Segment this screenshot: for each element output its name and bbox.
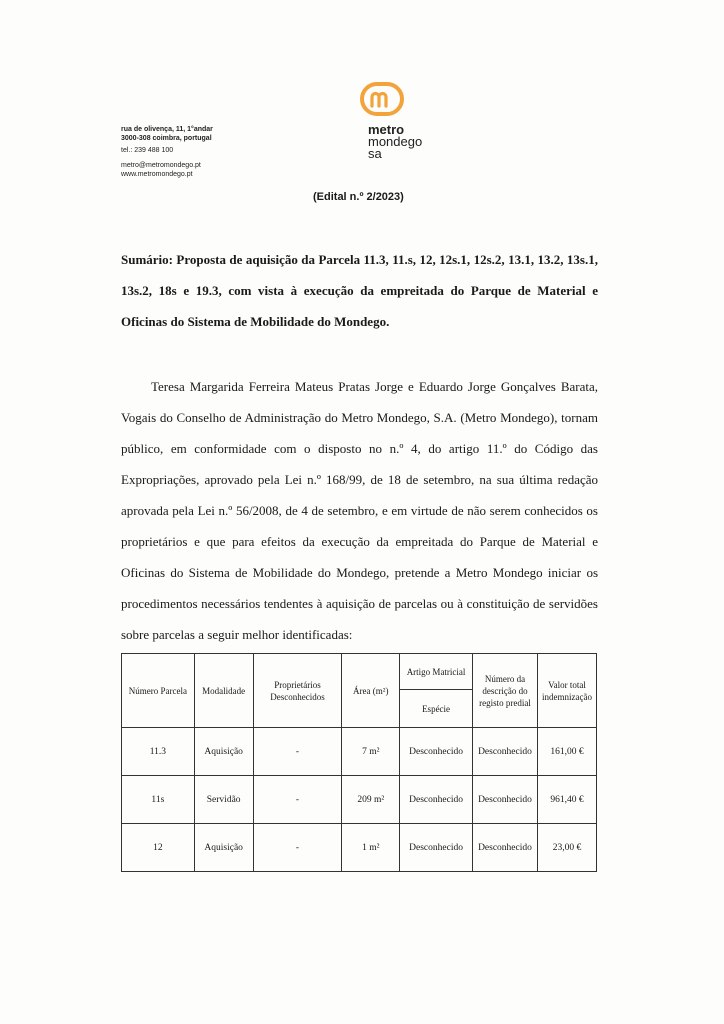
cell-area: 7 m² [342, 728, 400, 776]
logo-word-mondego: mondego [368, 134, 423, 149]
cell-area: 209 m² [342, 776, 400, 824]
cell-parcela: 12 [122, 824, 195, 872]
logo-word-sa: sa [368, 146, 382, 161]
cell-valor: 161,00 € [537, 728, 596, 776]
address-line-1: rua de olivença, 11, 1°andar [121, 126, 213, 133]
website-address: www.metromondego.pt [121, 171, 193, 178]
header-area: Área (m²) [342, 654, 400, 728]
cell-parcela: 11.3 [122, 728, 195, 776]
cell-artigo: Desconhecido [400, 824, 473, 872]
edital-number: (Edital n.º 2/2023) [313, 191, 404, 203]
header-artigo-matricial: Artigo Matricial [400, 654, 473, 690]
header-especie: Espécie [400, 690, 473, 728]
header-numero-parcela: Número Parcela [122, 654, 195, 728]
header-modalidade: Modalidade [194, 654, 253, 728]
body-paragraph: Teresa Margarida Ferreira Mateus Pratas Jorge e Eduardo Jorge Gonçalves Barata, Vogais do Conselho de Administração do Metro Mondego, S.A. (Metro Mondego), tornam público, em conformidade com o disposto no n.º 4, do artigo 11.º do Código das Expropriações, aprovado pela Lei n.º 168/99, de 18 de setembro, na sua última redação aprovada pela Lei n.º 56/2008, de 4 de setembro, e em virtude de não serem conhecidos os proprietários e que para efeitos da execução da empreitada do Parque de Material e Oficinas do Sistema de Mobilidade do Mondego, pretende a Metro Mondego iniciar os procedimentos necessários tendentes à aquisição de parcelas ou à constituição de servidões sobre parcelas a seguir melhor identificadas: [121, 379, 598, 642]
address-line-2: 3000-308 coimbra, portugal [121, 135, 212, 142]
cell-registo: Desconhecido [473, 776, 538, 824]
cell-modalidade: Servidão [194, 776, 253, 824]
cell-proprietarios: - [253, 824, 342, 872]
cell-artigo: Desconhecido [400, 728, 473, 776]
cell-valor: 23,00 € [537, 824, 596, 872]
cell-registo: Desconhecido [473, 728, 538, 776]
cell-modalidade: Aquisição [194, 824, 253, 872]
cell-registo: Desconhecido [473, 824, 538, 872]
cell-area: 1 m² [342, 824, 400, 872]
cell-modalidade: Aquisição [194, 728, 253, 776]
header-valor-total: Valor total indemnização [537, 654, 596, 728]
table-row [122, 776, 597, 824]
document-summary: Sumário: Proposta de aquisição da Parcela 11.3, 11.s, 12, 12s.1, 12s.2, 13.1, 13.2, 13s.1, 13s.2, 18s e 19.3, com vista à execução da empreitada do Parque de Material e Oficinas do Sistema de Mobilidade do Mondego. [121, 252, 598, 329]
email-address: metro@metromondego.pt [121, 162, 201, 169]
cell-proprietarios: - [253, 728, 342, 776]
parcels-table [121, 653, 597, 872]
cell-valor: 961,40 € [537, 776, 596, 824]
cell-parcela: 11s [122, 776, 195, 824]
metro-mondego-logo [360, 82, 423, 161]
header-proprietarios: Proprietários Desconhecidos [253, 654, 342, 728]
logo-word-metro: metro [368, 122, 405, 137]
telephone: tel.: 239 488 100 [121, 147, 174, 154]
logo-wordmark [368, 124, 422, 160]
table-header-row [122, 654, 597, 690]
table-row [122, 728, 597, 776]
table-row [122, 824, 597, 872]
header-registo-predial: Número da descrição do registo predial [473, 654, 538, 728]
sender-address-block [121, 125, 213, 179]
cell-artigo: Desconhecido [400, 776, 473, 824]
cell-proprietarios: - [253, 776, 342, 824]
logo-m-icon [360, 82, 404, 116]
